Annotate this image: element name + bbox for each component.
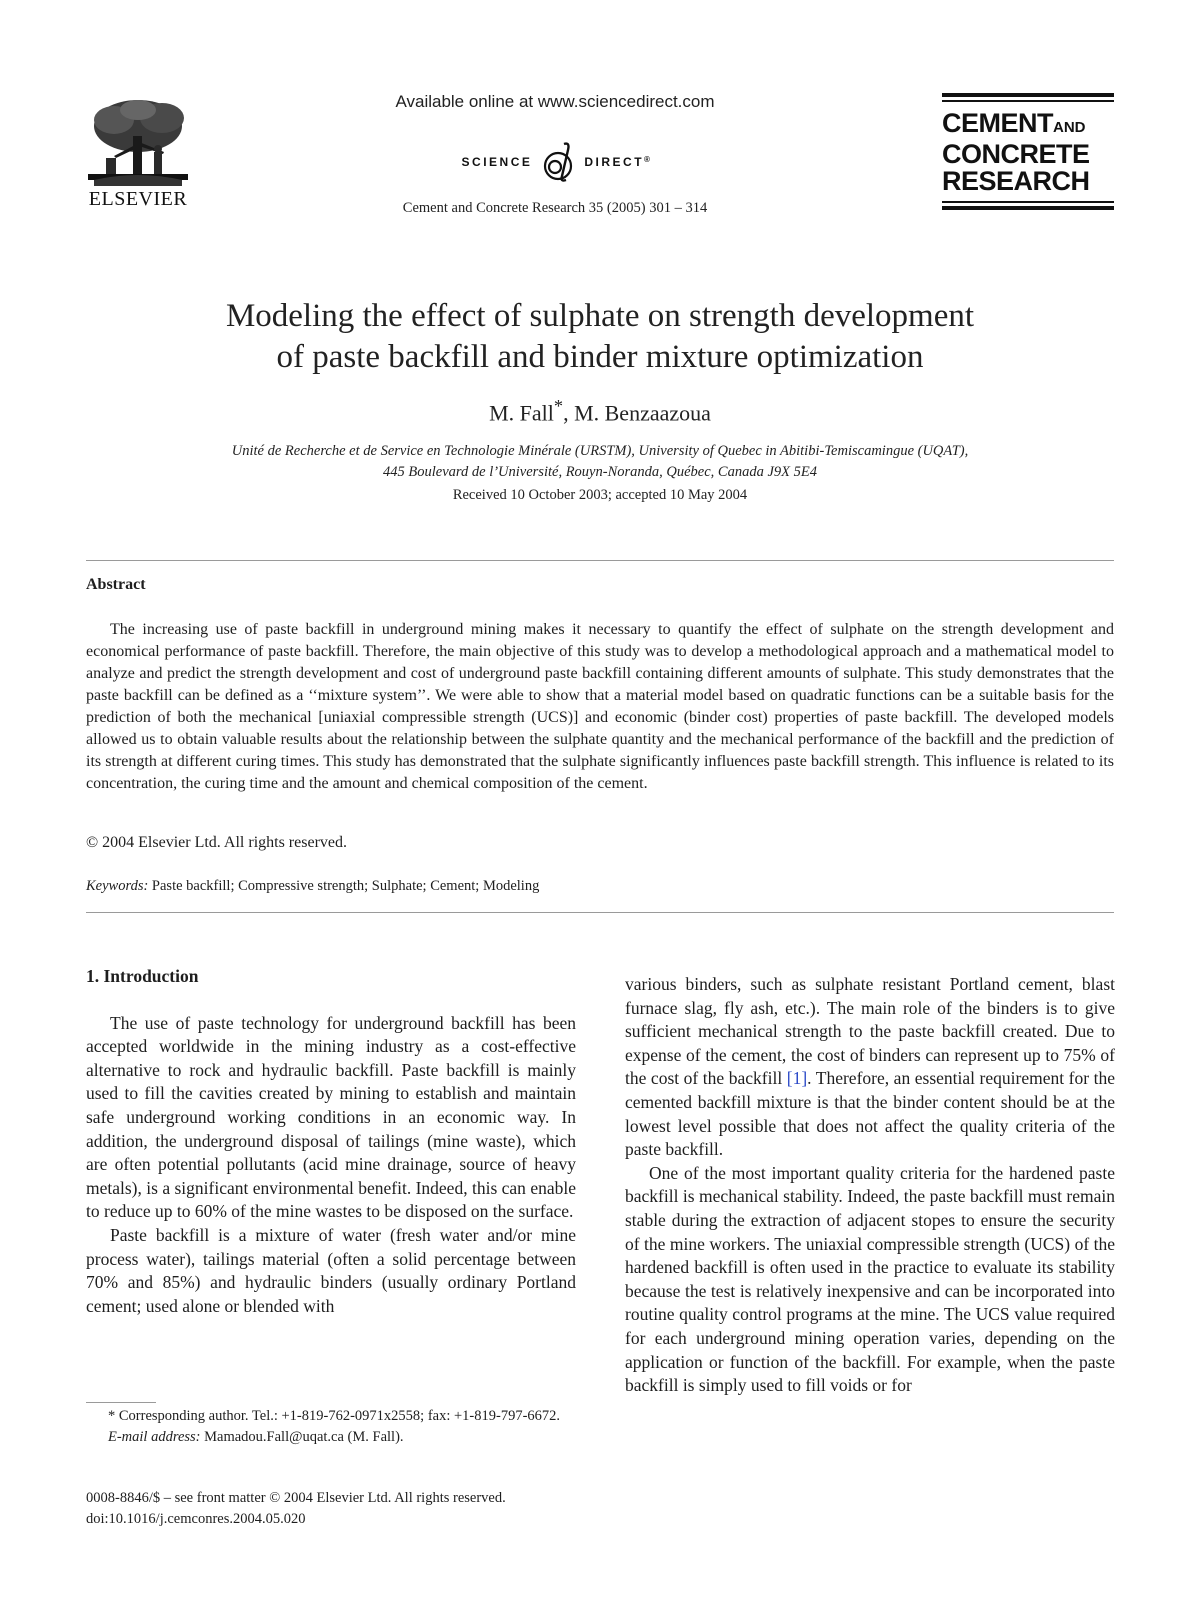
abstract-bottom-divider xyxy=(86,912,1114,913)
journal-logo-line1: CEMENT xyxy=(942,108,1053,138)
email-address[interactable]: Mamadou.Fall@uqat.ca (M. Fall). xyxy=(200,1429,404,1445)
author-list xyxy=(100,396,1100,426)
corresponding-mark[interactable]: * xyxy=(553,396,564,416)
author-separator: , xyxy=(563,400,575,426)
abstract-copyright: © 2004 Elsevier Ltd. All rights reserved. xyxy=(86,834,347,851)
abstract-top-divider xyxy=(86,560,1114,561)
elsevier-logo xyxy=(84,96,192,211)
publisher-name: ELSEVIER xyxy=(88,188,188,210)
sd-left-word: SCIENCE xyxy=(461,155,533,169)
corresponding-author-note: * Corresponding author. Tel.: +1-819-762-0971x2558; fax: +1-819-797-6672. xyxy=(108,1408,561,1424)
journal-logo-top-rule xyxy=(942,93,1114,102)
received-dates: Received 10 October 2003; accepted 10 May 2004 xyxy=(452,487,748,503)
keywords-list: Paste backfill; Compressive strength; Sulphate; Cement; Modeling xyxy=(148,878,540,894)
email-label: E-mail address: xyxy=(108,1429,201,1445)
intro-paragraph-4: One of the most important quality criteria for the hardened paste backfill is mechanical stability. Indeed, the paste backfill must remain stable during the extraction of adjacent stopes to ensure the security of the mine workers. The uniaxial compressible strength (UCS) of the hardened backfill is often used in the practice to evaluate its stability because the test is relatively inexpensive and can be incorporated into routine quality control programs at the mine. The UCS value required for each underground mining operation varies, depending on the application or function of the backfill. For example, when the paste backfill is simply used to fill voids or for xyxy=(625,1162,1115,1396)
journal-logo-line3: RESEARCH xyxy=(942,166,1090,196)
available-online-link[interactable]: Available online at www.sciencedirect.com xyxy=(395,92,715,111)
intro-paragraph-3-text-a: various binders, such as sulphate resistant Portland cement, blast furnace slag, fly ash, etc.). The main role of the binders is to give sufficient mechanical strength to the paste backfill created. Due to expense of the cement, the cost of binders can represent up to 75% of the cost of the backfill xyxy=(625,974,1115,1089)
journal-logo-and: AND xyxy=(1053,119,1086,136)
keywords xyxy=(86,878,539,895)
title-line-2: of paste backfill and binder mixture optimization xyxy=(276,339,924,375)
journal-logo-bottom-rule xyxy=(942,201,1114,210)
right-column xyxy=(625,973,1115,1398)
sciencedirect-logo[interactable] xyxy=(432,140,682,184)
journal-logo-line2: CONCRETE xyxy=(942,139,1090,169)
title-line-1: Modeling the effect of sulphate on strength development xyxy=(225,298,975,334)
affiliation xyxy=(100,441,1100,483)
article-title xyxy=(100,296,1100,378)
author-1[interactable]: M. Fall xyxy=(489,400,554,426)
sd-right-word: DIRECT® xyxy=(584,155,653,169)
front-matter xyxy=(86,1488,576,1530)
elsevier-tree-icon xyxy=(84,96,192,186)
email-note xyxy=(86,1427,576,1448)
citation-link-1[interactable]: [1] xyxy=(786,1068,808,1089)
abstract-heading: Abstract xyxy=(86,576,146,593)
keywords-label: Keywords: xyxy=(86,878,149,894)
left-column xyxy=(86,965,576,1318)
journal-reference: Cement and Concrete Research 35 (2005) 301 – 314 xyxy=(402,200,708,216)
front-matter-line: 0008-8846/$ – see front matter © 2004 Elsevier Ltd. All rights reserved. xyxy=(86,1490,506,1506)
journal-logo xyxy=(942,93,1114,210)
affiliation-line-2: 445 Boulevard de l’Université, Rouyn-Noranda, Québec, Canada J9X 5E4 xyxy=(383,464,817,480)
intro-paragraph-3-text-b: . Therefore, an essential requirement for the cemented backfill mixture is that the binder content should be at the lowest level possible that does not affect the quality criteria of the paste backfill. xyxy=(625,1068,1115,1160)
abstract-text: The increasing use of paste backfill in underground mining makes it necessary to quantify the effect of sulphate on the strength development and economical performance of paste backfill. Therefore, the main objective of this study was to develop a methodological approach and a mathematical model to analyze and predict the strength development and cost of underground paste backfill containing different amounts of sulphate. This study demonstrates that the paste backfill can be defined as a ‘‘mixture system’’. We were able to show that a material model based on quadratic functions can be a suitable basis for the prediction of both the mechanical [uniaxial compressible strength (UCS)] and economic (binder cost) properties of paste backfill. The developed models allowed us to obtain valuable results about the relationship between the sulphate quantity and the mechanical performance of the backfill and the prediction of its strength at different curing times. This study has demonstrated that the sulphate significantly influences paste backfill strength. This influence is related to its concentration, the curing time and the amount and chemical composition of the cement. xyxy=(86,621,1114,792)
doi[interactable]: doi:10.1016/j.cemconres.2004.05.020 xyxy=(86,1511,306,1527)
sciencedirect-d-icon xyxy=(538,140,578,184)
author-2[interactable]: M. Benzaazoua xyxy=(574,400,711,426)
footnote-divider xyxy=(86,1402,156,1403)
intro-paragraph-2: Paste backfill is a mixture of water (fresh water and/or mine process water), tailings material (often a solid percentage between 70% and 85%) and hydraulic binders (usually ordinary Portland cement; used alone or blended with xyxy=(86,1224,576,1316)
section-heading-introduction: 1. Introduction xyxy=(86,966,199,986)
intro-paragraph-1: The use of paste technology for underground backfill has been accepted worldwide in the mining industry as a cost-effective alternative to rock and hydraulic backfill. Paste backfill is mainly used to fill the cavities created by mining to establish and maintain safe underground working conditions in an economic way. In addition, the underground disposal of tailings (mine waste), which are often potential pollutants (acid mine drainage, source of heavy metals), is a significant environmental benefit. Indeed, this can enable to reduce up to 60% of the mine wastes to be disposed on the surface. xyxy=(86,1012,576,1222)
intro-paragraph-3 xyxy=(625,973,1115,1162)
affiliation-line-1: Unité de Recherche et de Service en Technologie Minérale (URSTM), University of Quebec in Abitibi-Temiscamingue (UQAT), xyxy=(231,443,969,459)
footnotes xyxy=(86,1406,576,1448)
